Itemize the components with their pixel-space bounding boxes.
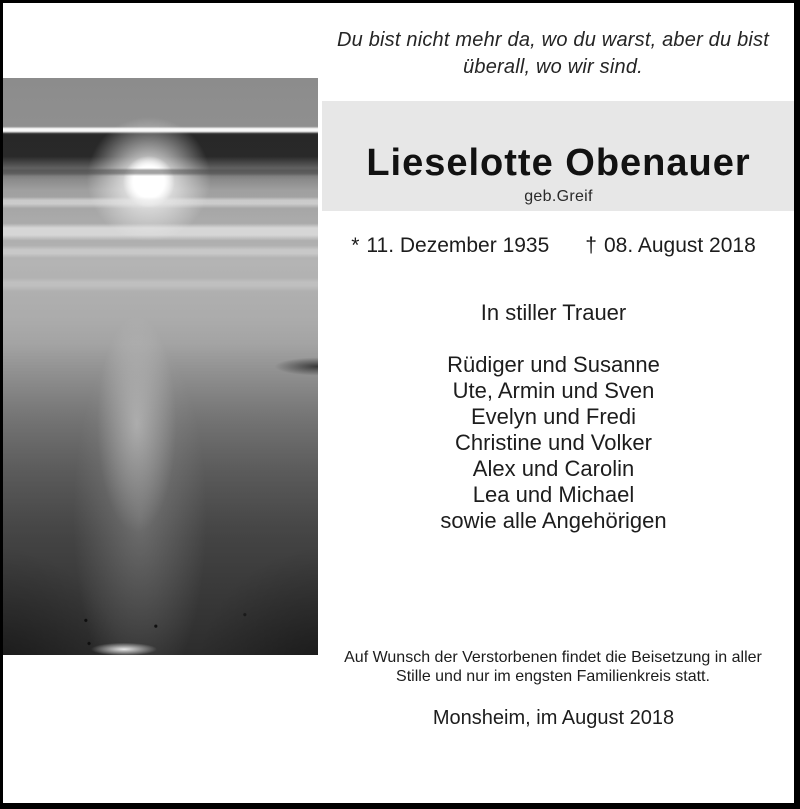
mourner-line: sowie alle Angehörigen xyxy=(440,508,667,533)
mourner-line: Evelyn und Fredi xyxy=(470,404,637,429)
mourner-line: Alex und Carolin xyxy=(472,456,635,481)
mourner-line: Lea und Michael xyxy=(472,482,635,507)
memorial-photo sunset-sea-photo xyxy=(0,78,318,655)
maiden-name: geb.Greif xyxy=(524,188,593,205)
deceased-name: Lieselotte Obenauer xyxy=(366,142,751,184)
mourner-line: Ute, Armin und Sven xyxy=(452,378,655,403)
death-date: 08. August 2018 xyxy=(603,234,756,257)
birth-date: 11. Dezember 1935 xyxy=(366,234,550,257)
death-cross-symbol: † xyxy=(585,234,597,257)
quote-line: überall, wo wir sind. xyxy=(463,56,643,78)
name-band xyxy=(322,101,795,211)
birth-star-symbol: * xyxy=(351,234,360,257)
mourning-intro: In stiller Trauer xyxy=(480,300,627,325)
mourner-line: Rüdiger und Susanne xyxy=(447,352,660,377)
place-and-date: Monsheim, im August 2018 xyxy=(432,707,675,729)
memorial-quote xyxy=(320,27,786,81)
death-date-group xyxy=(585,234,756,258)
life-dates xyxy=(317,234,790,258)
burial-notice-line: Auf Wunsch der Verstorbenen findet die Beisetzung in aller xyxy=(344,649,762,666)
quote-line: Du bist nicht mehr da, wo du warst, aber du bist xyxy=(336,29,770,51)
mourners-list xyxy=(317,352,790,534)
birth-date-group xyxy=(351,234,549,258)
burial-notice-line: Stille und nur im engsten Familienkreis statt. xyxy=(396,668,710,685)
burial-notice xyxy=(313,648,793,686)
mourner-line: Christine und Volker xyxy=(455,430,652,455)
